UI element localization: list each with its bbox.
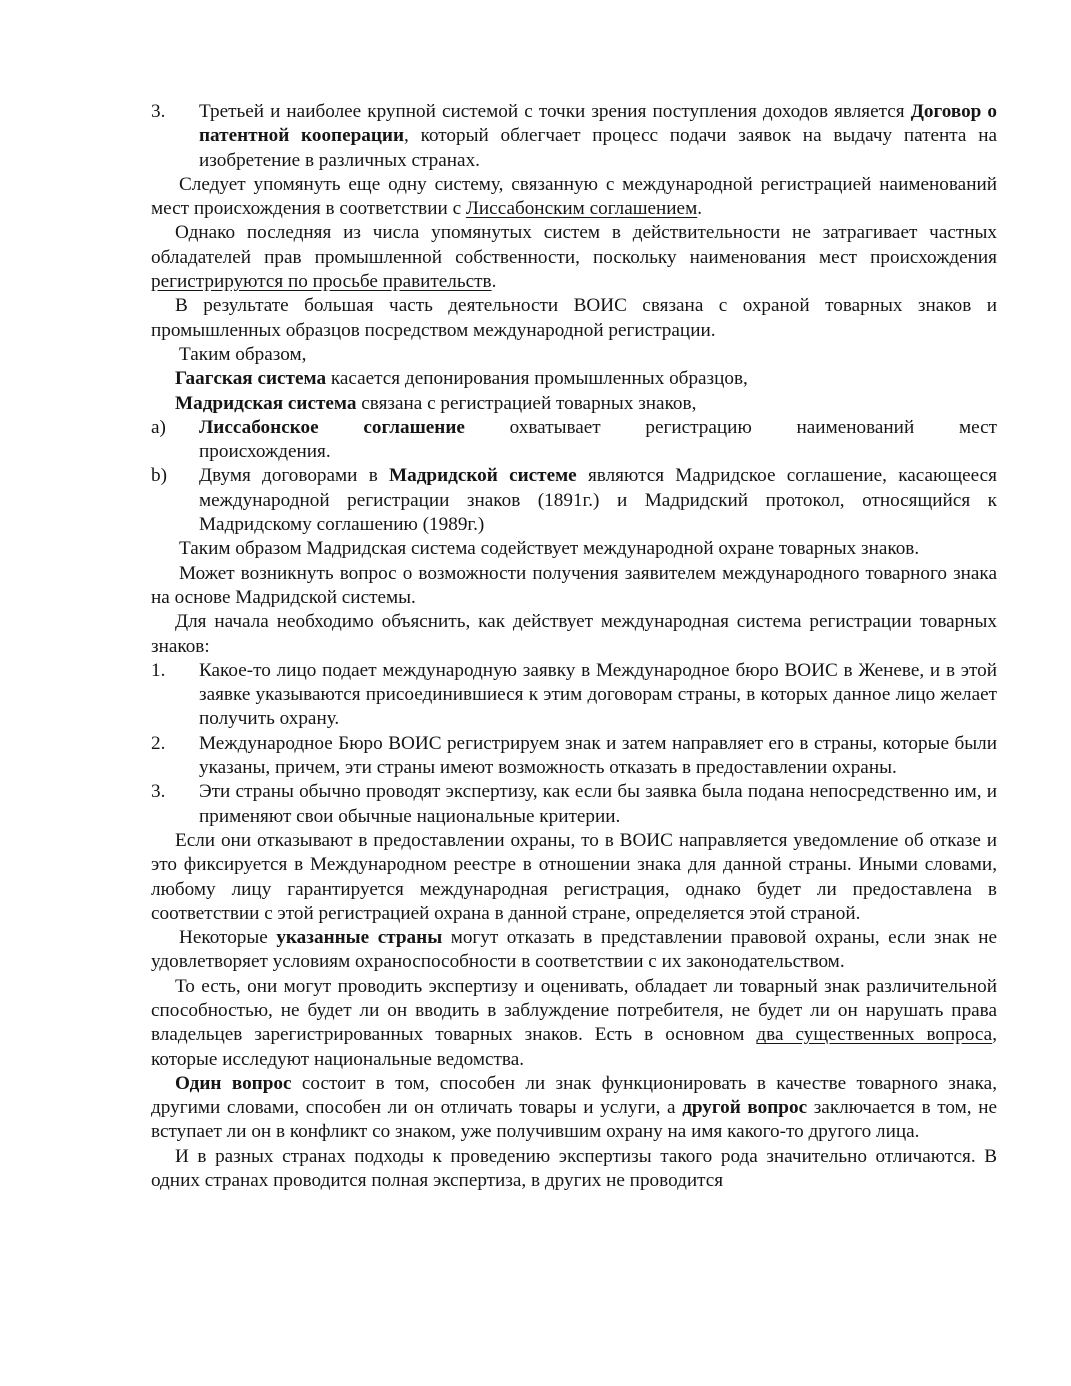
list-item-step-3 [151, 780, 997, 829]
paragraph-refuse: Если они отказывают в предоставлении охраны, то в ВОИС направляется уведомление об отказе и это фиксируется в Международном реестре в отношении знака для данной страны. Иными словами, любому лицу гарантируется международная регистрация, однако будет ли предоставлена в соответствии с этой регистрацией охрана в данной стране, определяется этой страной. [151, 829, 997, 924]
paragraph-that-is: То есть, они могут проводить экспертизу и оценивать, обладает ли товарный знак различительной способностью, не будет ли он вводить в заблуждение потребителя, не будет ли он нарушать права владельцев зарегистрированных товарных знаков. Есть в основном два существенных вопроса, которые исследуют национальные ведомства. [151, 975, 997, 1070]
paragraph-one-question: Один вопрос состоит в том, способен ли знак функционировать в качестве товарного знака, другими словами, способен ли он отличать товары и услуги, а другой вопрос заключается в том, не вступает ли он в конфликт со знаком, уже получившим охрану на имя какого-то другого лица. [151, 1072, 998, 1143]
list-number: b) [151, 465, 167, 487]
list-number: 1. [151, 659, 166, 681]
paragraph-hague: Гаагская система касается депонирования промышленных образцов, [175, 368, 748, 390]
paragraph-thus-madrid: Таким образом Мадридская система содействует международной охране товарных знаков. [179, 538, 920, 560]
list-number: 2. [151, 732, 166, 754]
bold-term: указанные страны [276, 927, 443, 949]
bold-term: Один вопрос [175, 1072, 292, 1094]
list-number: 3. [151, 781, 166, 803]
list-text: Какое-то лицо подает международную заявку в Международное бюро ВОИС в Женеве, и в этой заявке указываются присоединившиеся к этим договорам страны, в которых данное лицо желает получить охрану. [199, 659, 997, 730]
paragraph-some: Некоторые указанные страны могут отказать в представлении правовой охраны, если знак не удовлетворяет условиям охраноспособности в соответствии с их законодательством. [151, 927, 997, 973]
bold-term: Лиссабонское соглашение [199, 416, 465, 438]
bold-term: Договор о патентной кооперации [199, 101, 997, 147]
document-page [151, 100, 997, 1193]
list-text: Эти страны обычно проводят экспертизу, как если бы заявка была подана непосредственно им, и применяют свои обычные национальные критерии. [199, 781, 997, 827]
list-item-step-1 [151, 659, 997, 732]
paragraph-madrid: Мадридская система связана с регистрацией товарных знаков, [175, 392, 697, 414]
paragraph-lisbon: Следует упомянуть еще одну систему, связанную с международной регистрацией наименований мест происхождения в соответствии с Лиссабонским соглашением. [151, 173, 997, 220]
underlined-term: регистрируются по просьбе правительств [151, 271, 492, 293]
list-item-a [151, 416, 997, 465]
underlined-term: два существенных вопроса [756, 1024, 993, 1046]
list-item-step-2 [151, 732, 997, 781]
list-number: a) [151, 416, 166, 438]
bold-term: Гаагская система [175, 368, 327, 390]
list-text: Международное Бюро ВОИС регистрируем знак и затем направляет его в страны, которые были указаны, причем, эти страны имеют возможность отказать в предоставлении охраны. [199, 732, 997, 779]
paragraph-thus: Таким образом, [179, 343, 307, 365]
underlined-term: Лиссабонским соглашением [465, 198, 698, 220]
list-text: Третьей и наиболее крупной системой с точки зрения поступления доходов является Договор о патентной кооперации, который облегчает процесс подачи заявок на выдачу патента на изобретение в различных странах. [199, 101, 997, 171]
list-item-pct [151, 100, 997, 173]
paragraph-however: Однако последняя из числа упомянутых систем в действительности не затрагивает частных обладателей прав промышленной собственности, поскольку наименования мест происхождения регистрируются по просьбе правительств. [151, 222, 997, 293]
bold-term: Мадридской системе [389, 465, 577, 487]
paragraph-result: В результате большая часть деятельности ВОИС связана с охраной товарных знаков и промышленных образцов посредством международной регистрации. [151, 295, 997, 341]
list-text: Двумя договорами в Мадридской системе являются Мадридское соглашение, касающееся международной регистрации знаков (1891г.) и Мадридский протокол, относящийся к Мадридскому соглашению (1989г.) [199, 465, 997, 536]
list-text: Лиссабонское соглашение охватывает регистрацию наименований мест происхождения. [199, 416, 997, 463]
paragraph-first: Для начала необходимо объяснить, как действует международная система регистрации товарных знаков: [151, 611, 997, 657]
list-item-b [151, 464, 997, 537]
paragraph-question: Может возникнуть вопрос о возможности получения заявителем международного товарного знака на основе Мадридской системы. [151, 562, 997, 608]
paragraph-approaches: И в разных странах подходы к проведению экспертизы такого рода значительно отличаются. В одних странах проводится полная экспертиза, в других не проводится [151, 1145, 997, 1192]
bold-term: Мадридская система [175, 392, 357, 414]
list-number: 3. [151, 101, 166, 122]
bold-term: другой вопрос [682, 1097, 808, 1119]
